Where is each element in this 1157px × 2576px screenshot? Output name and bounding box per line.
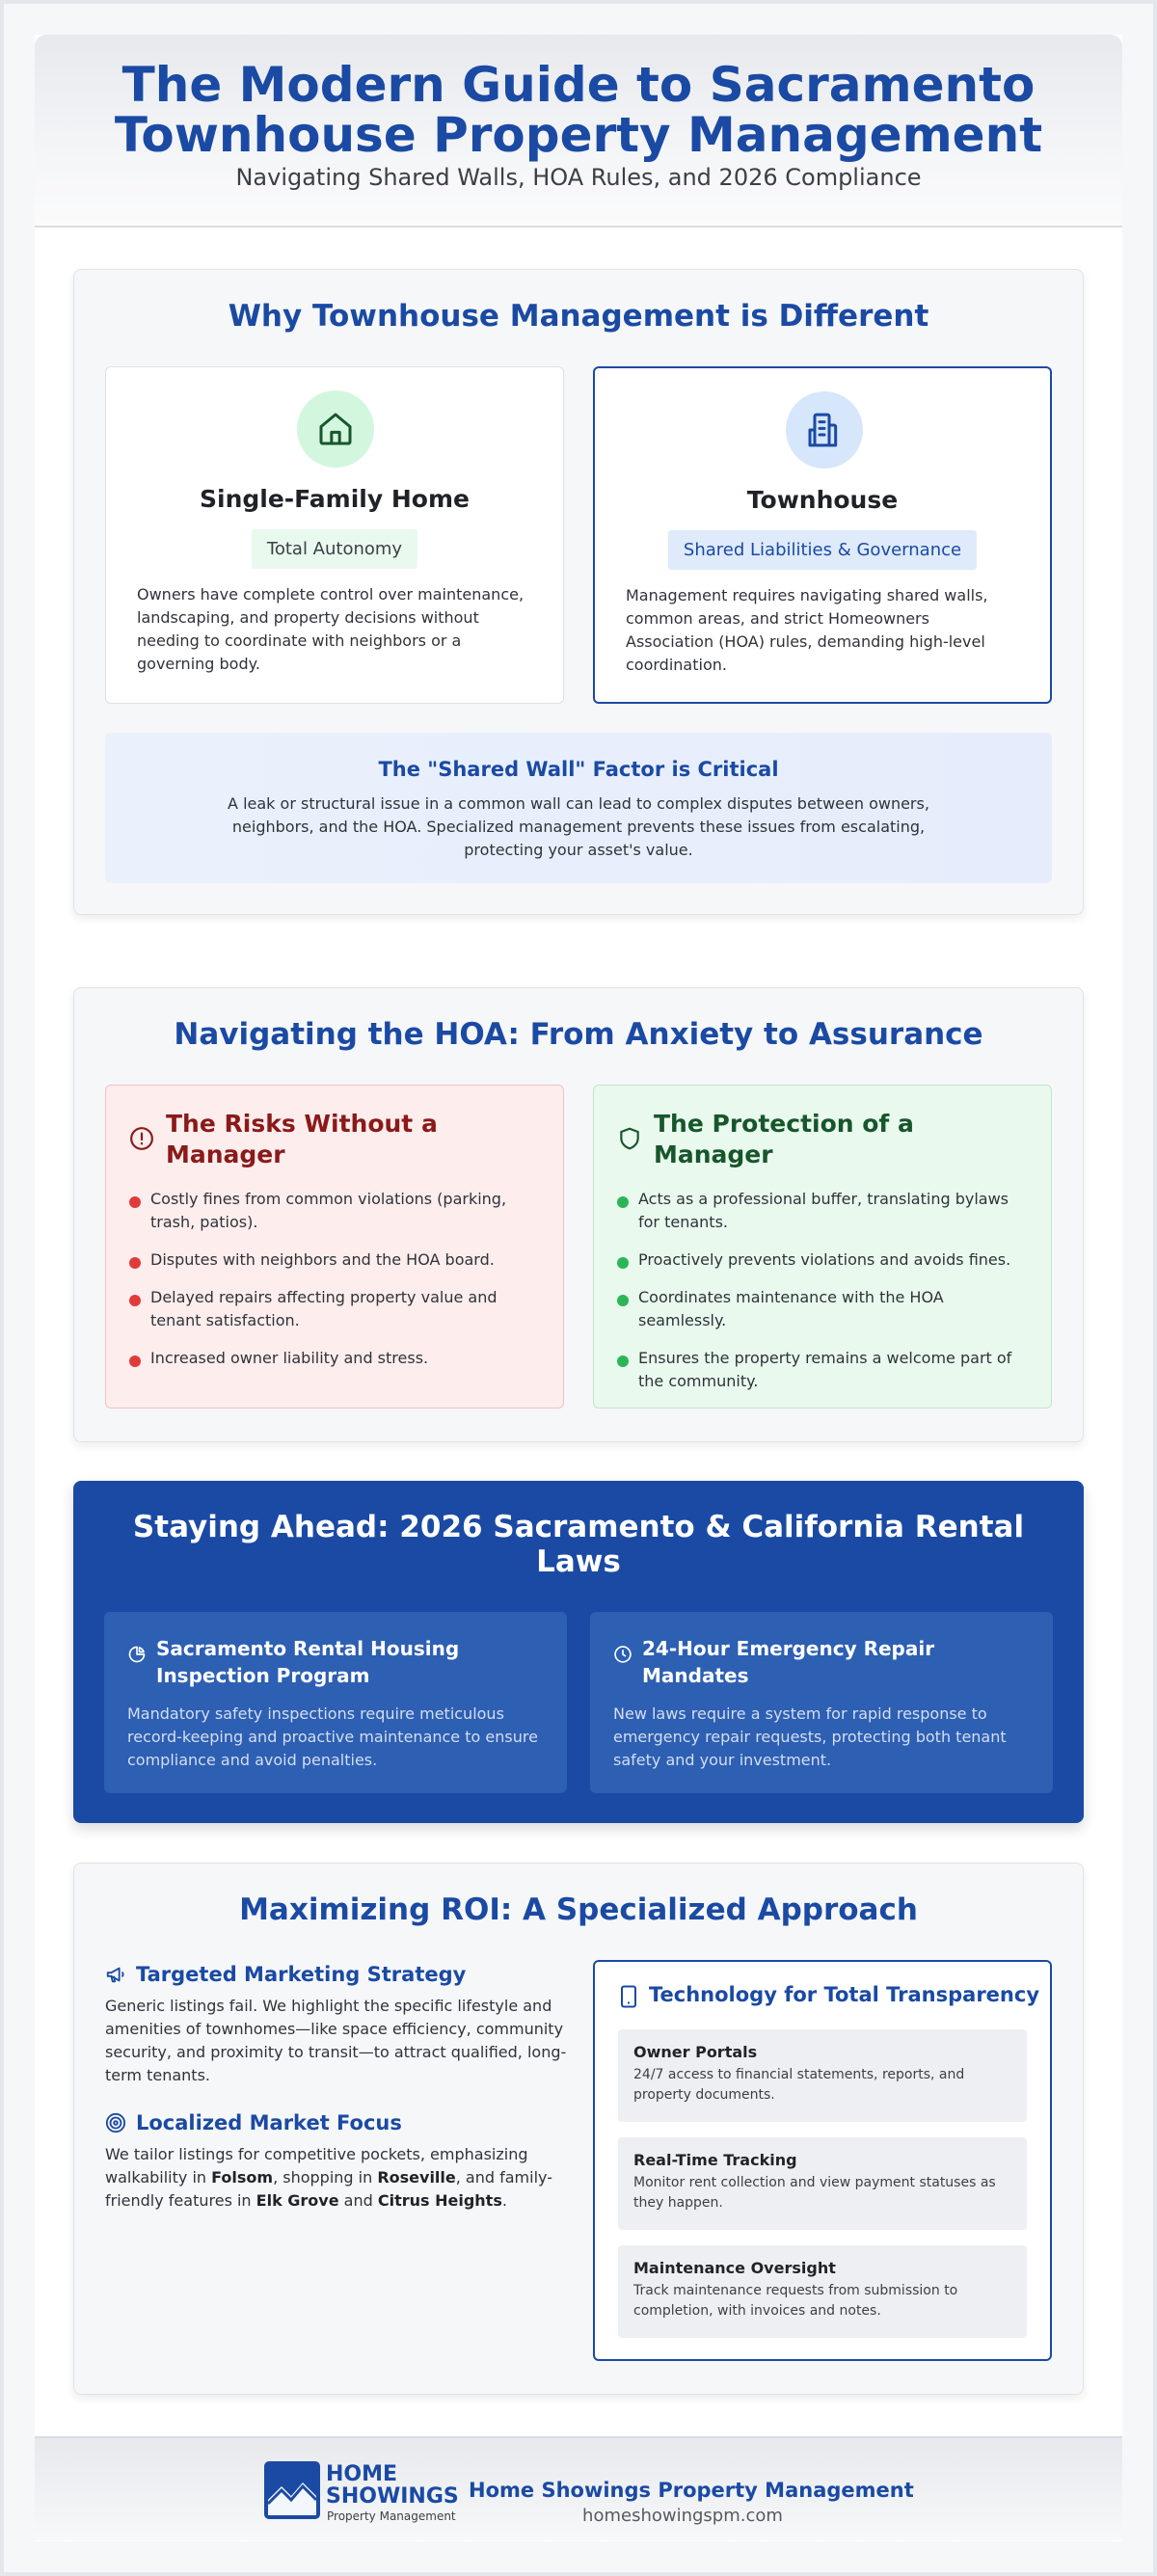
text-segment: and (338, 2191, 378, 2210)
section-title: Staying Ahead: 2026 Sacramento & California Rental Laws (132, 1510, 1025, 1579)
logo-tagline: Property Management (327, 2509, 456, 2523)
list-item-text: Coordinates maintenance with the HOA seamlessly. (638, 1288, 944, 1329)
card-text: Owners have complete control over maintenance, landscaping, and property decisions without needing to coordinate with neighbors or a governing body. (137, 585, 525, 673)
place-folsom: Folsom (211, 2168, 274, 2187)
roi-strategies (105, 1960, 568, 2234)
tech-item-text: Track maintenance requests from submission to completion, with invoices and notes. (633, 2283, 958, 2319)
list-item-text: Disputes with neighbors and the HOA board. (150, 1250, 495, 1269)
law-title: Sacramento Rental Housing Inspection Program (156, 1637, 460, 1687)
protection-list (617, 1188, 1032, 1408)
text-segment: We tailor listings for competitive pockets, emphasizing walkability in (105, 2145, 528, 2187)
list-item-text: Delayed repairs affecting property value and tenant satisfaction. (150, 1288, 498, 1329)
townhouse-card (593, 366, 1052, 704)
list-item-text: Acts as a professional buffer, translating bylaws for tenants. (638, 1190, 1009, 1231)
risks-box (105, 1085, 564, 1409)
protection-title: The Protection of a Manager (654, 1110, 914, 1168)
place-elk-grove: Elk Grove (256, 2191, 339, 2210)
place-roseville: Roseville (377, 2168, 456, 2187)
marketing-text: Generic listings fail. We highlight the specific lifestyle and amenities of townhomes—like space efficiency, community security, and proximity to transit—to attract qualified, long-term tenants. (105, 1997, 567, 2084)
list-item-text: Increased owner liability and stress. (150, 1349, 429, 1367)
section-roi (73, 1863, 1084, 2395)
bullet-dot (129, 1355, 141, 1367)
target-icon (105, 2112, 126, 2133)
single-family-card (105, 366, 564, 704)
bullet-dot (617, 1295, 629, 1306)
marketing-block (105, 1960, 568, 2087)
callout-title: The "Shared Wall" Factor is Critical (378, 758, 779, 781)
section-why-different (73, 269, 1084, 915)
section-rental-laws (73, 1481, 1084, 1823)
list-item-text: Proactively prevents violations and avoids fines. (638, 1250, 1011, 1269)
alert-circle-icon (129, 1126, 154, 1151)
clock-icon (613, 1645, 632, 1664)
pie-chart-icon (127, 1645, 147, 1664)
footer (35, 2436, 1122, 2540)
text-segment: , and family-friendly features in (105, 2168, 552, 2210)
page-subtitle: Navigating Shared Walls, HOA Rules, and 2026 Compliance (235, 164, 922, 191)
list-item (617, 1188, 1032, 1234)
bullet-dot (129, 1257, 141, 1269)
section-title: Maximizing ROI: A Specialized Approach (239, 1892, 918, 1927)
tech-item-text: Monitor rent collection and view payment statuses as they happen. (633, 2175, 996, 2211)
card-title: Townhouse (746, 486, 899, 514)
marketing-title: Targeted Marketing Strategy (136, 1963, 467, 1986)
tech-item-owner-portals (618, 2029, 1027, 2122)
hero-header (35, 35, 1122, 228)
protection-box (593, 1085, 1052, 1409)
logo-text-home: HOME (326, 2462, 398, 2486)
shield-icon (617, 1126, 642, 1151)
page-title: The Modern Guide to Sacramento Townhouse Property Management (114, 57, 1043, 163)
section-title: Navigating the HOA: From Anxiety to Assurance (174, 1017, 983, 1052)
list-item (129, 1248, 544, 1272)
text-segment: . (501, 2191, 507, 2210)
section-title: Why Townhouse Management is Different (228, 299, 929, 334)
megaphone-icon (105, 1964, 126, 1985)
list-item (129, 1188, 544, 1234)
bullet-dot (617, 1196, 629, 1208)
bullet-dot (129, 1295, 141, 1306)
risks-list (129, 1188, 544, 1384)
list-item (617, 1248, 1032, 1272)
risks-title: The Risks Without a Manager (166, 1110, 438, 1168)
infographic-page (35, 35, 1122, 2541)
place-citrus-heights: Citrus Heights (377, 2191, 502, 2210)
law-card-inspection (104, 1612, 567, 1793)
smartphone-icon (620, 1985, 637, 2008)
shared-liabilities-tag: Shared Liabilities & Governance (668, 530, 977, 570)
list-item (129, 1347, 544, 1370)
card-text: Management requires navigating shared walls, common areas, and strict Homeowners Association (HOA) rules, demanding high-level coordination. (626, 586, 988, 674)
tech-item-title: Real-Time Tracking (633, 2151, 797, 2169)
list-item-text: Costly fines from common violations (parking, trash, patios). (150, 1190, 507, 1231)
list-item (129, 1286, 544, 1332)
buildings-icon (786, 391, 863, 469)
tech-item-title: Maintenance Oversight (633, 2259, 836, 2277)
bullet-dot (129, 1196, 141, 1208)
company-name: Home Showings Property Management (469, 2479, 914, 2502)
card-title: Single-Family Home (200, 485, 470, 513)
bullet-dot (617, 1257, 629, 1269)
company-logo (264, 2461, 457, 2521)
list-item-text: Ensures the property remains a welcome part of the community. (638, 1349, 1012, 1390)
bullet-dot (617, 1355, 629, 1367)
company-url[interactable]: homeshowingspm.com (582, 2506, 783, 2526)
law-title: 24-Hour Emergency Repair Mandates (642, 1637, 935, 1687)
list-item (617, 1286, 1032, 1332)
localized-block (105, 2108, 568, 2213)
text-segment: , shopping in (273, 2168, 378, 2187)
tech-item-text: 24/7 access to financial statements, reports, and property documents. (633, 2067, 965, 2103)
technology-title: Technology for Total Transparency (649, 1983, 1040, 2006)
tech-item-real-time-tracking (618, 2137, 1027, 2230)
law-text: Mandatory safety inspections require meticulous record-keeping and proactive maintenance to ensure compliance and avoid penalties. (127, 1704, 538, 1769)
shared-wall-callout (105, 733, 1052, 883)
autonomy-tag: Total Autonomy (252, 529, 417, 569)
tech-item-title: Owner Portals (633, 2043, 758, 2061)
tech-item-maintenance-oversight (618, 2245, 1027, 2338)
section-hoa (73, 987, 1084, 1442)
localized-title: Localized Market Focus (136, 2111, 402, 2134)
law-card-emergency (590, 1612, 1053, 1793)
technology-panel (593, 1960, 1052, 2361)
callout-text: A leak or structural issue in a common wall can lead to complex disputes between owners, neighbors, and the HOA. Specialized management prevents these issues from escalating, protecting your asset's value. (228, 794, 929, 859)
marketing-heading (105, 1960, 568, 1989)
localized-heading (105, 2108, 568, 2137)
logo-mark (264, 2461, 320, 2519)
house-icon (297, 390, 374, 468)
localized-text (105, 2143, 568, 2213)
logo-text-showings: SHOWINGS (326, 2484, 459, 2509)
list-item (617, 1347, 1032, 1393)
law-text: New laws require a system for rapid response to emergency repair requests, protecting both tenant safety and your investment. (613, 1704, 1007, 1769)
